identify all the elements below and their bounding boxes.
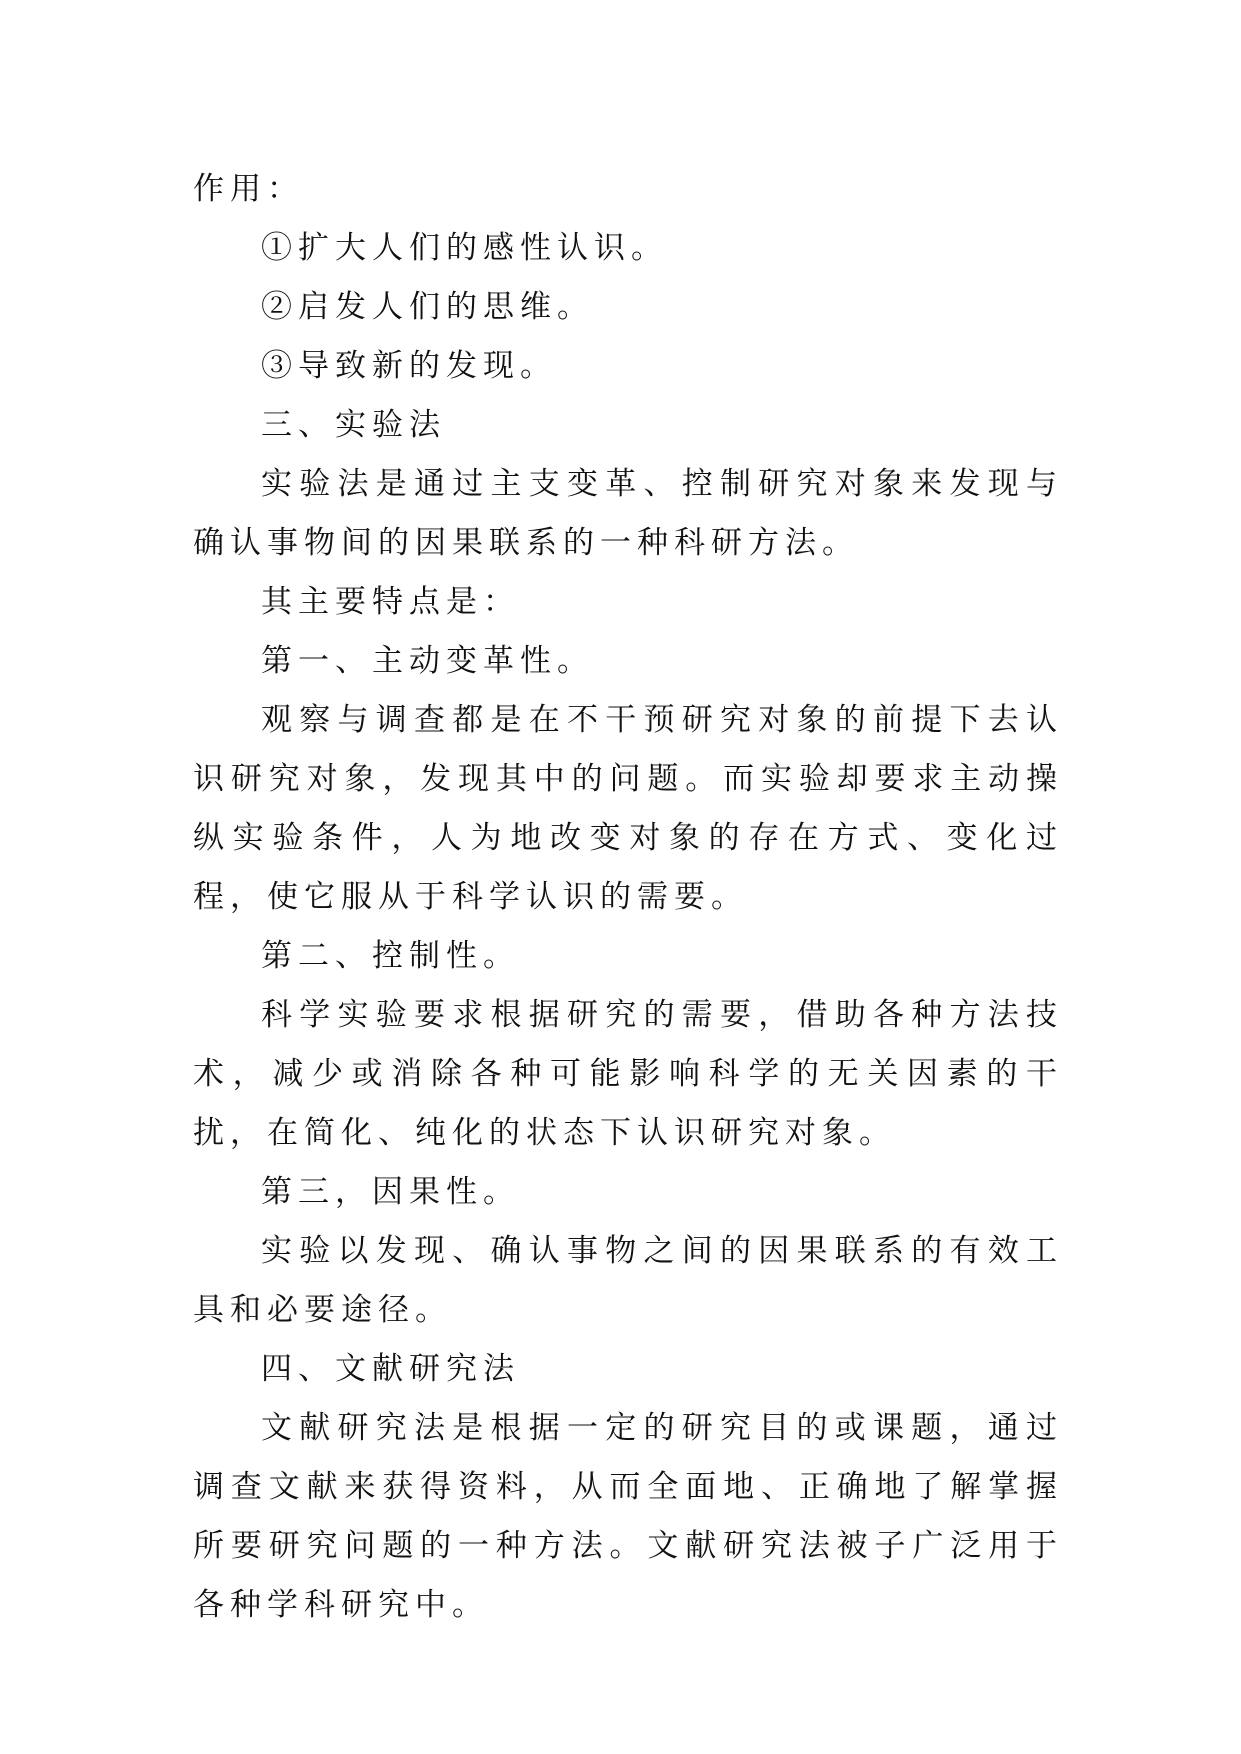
- feature-heading-1: 第一、主动变革性。: [261, 643, 594, 679]
- paragraph-feature-1: 观察与调查都是在不干预研究对象的前提下去认识研究对象，发现其中的问题。而实验却要求主动操纵实验条件，人为地改变对象的存在方式、变化过程，使它服从于科学认识的需要。: [193, 702, 1063, 915]
- section-heading-experiment: 三、实验法: [261, 407, 446, 443]
- paragraph-effect-heading: 作用：: [193, 171, 304, 207]
- paragraph-literature-definition: 文献研究法是根据一定的研究目的或课题，通过调查文献来获得资料，从而全面地、正确地了解掌握所要研究问题的一种方法。文献研究法被子广泛用于各种学科研究中。: [193, 1410, 1063, 1623]
- document-page: [193, 160, 1063, 1635]
- paragraph-experiment-definition: 实验法是通过主支变革、控制研究对象来发现与确认事物间的因果联系的一种科研方法。: [193, 466, 1063, 561]
- feature-heading-2: 第二、控制性。: [261, 938, 520, 974]
- paragraph-feature-2: 科学实验要求根据研究的需要，借助各种方法技术，减少或消除各种可能影响科学的无关因素的干扰，在简化、纯化的状态下认识研究对象。: [193, 997, 1063, 1151]
- paragraph-effect-1: ①扩大人们的感性认识。: [261, 230, 668, 266]
- paragraph-effect-2: ②启发人们的思维。: [261, 289, 594, 325]
- paragraph-features-intro: 其主要特点是：: [261, 584, 520, 620]
- feature-heading-3: 第三，因果性。: [261, 1174, 520, 1210]
- paragraph-effect-3: ③导致新的发现。: [261, 348, 557, 384]
- paragraph-feature-3: 实验以发现、确认事物之间的因果联系的有效工具和必要途径。: [193, 1233, 1063, 1328]
- section-heading-literature: 四、文献研究法: [261, 1351, 520, 1387]
